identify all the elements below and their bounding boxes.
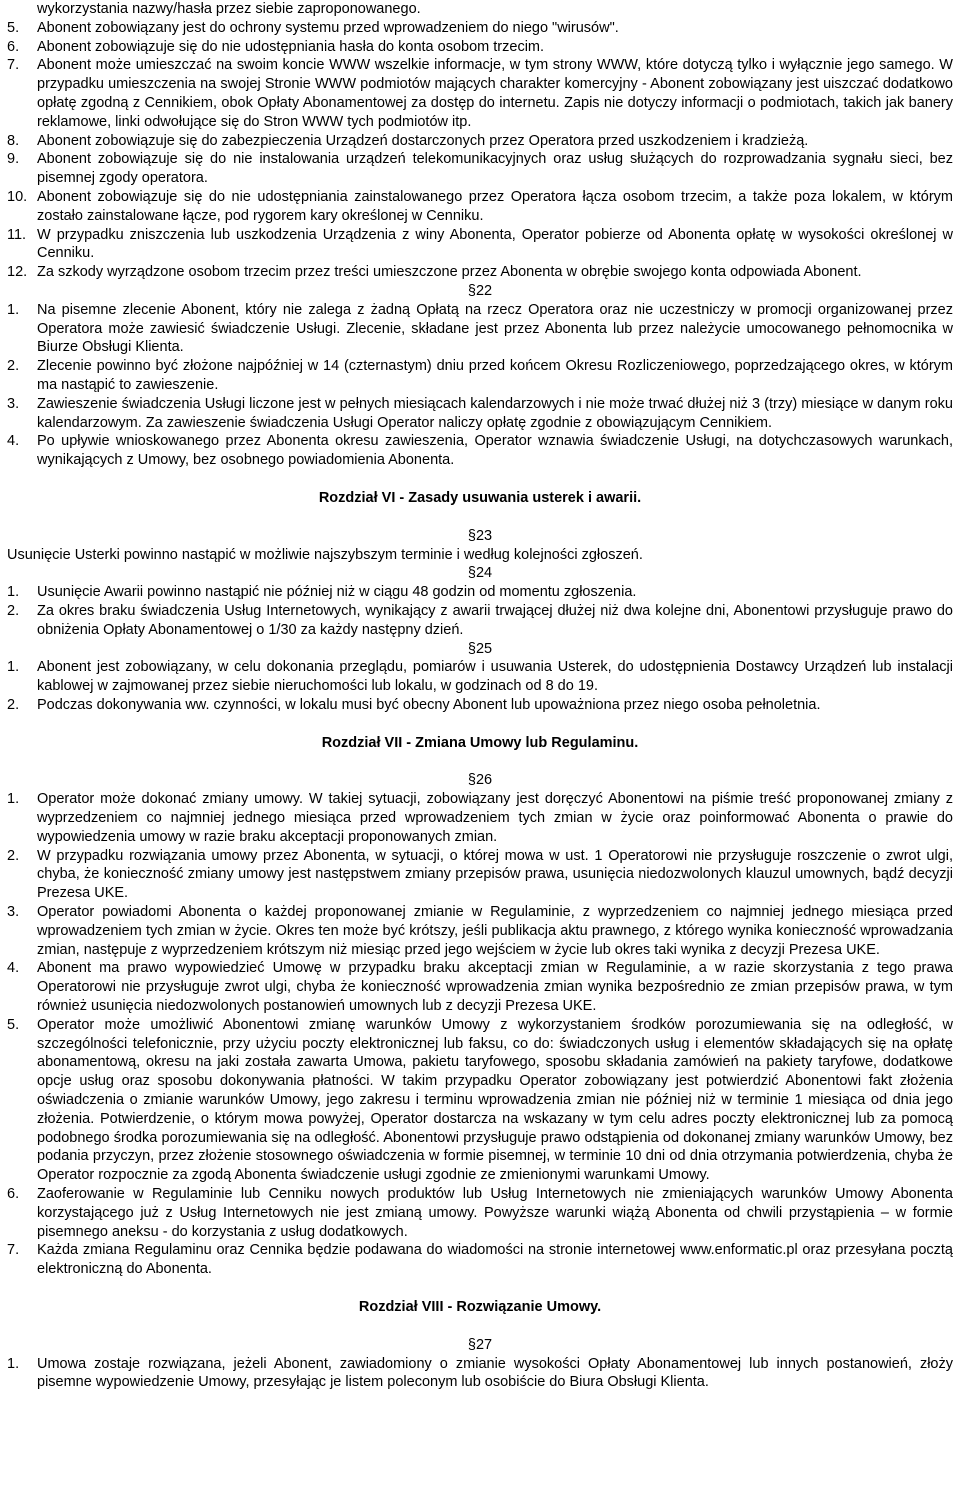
item-text: wykorzystania nazwy/hasła przez siebie zaproponowanego. — [37, 1, 421, 17]
list-item — [7, 602, 953, 640]
item-number: 2. — [7, 847, 20, 864]
item-text: Operator powiadomi Abonenta o każdej proponowanej zmianie w Regulaminie, z wyprzedzeniem co najmniej jednego miesiąca przed wprowadzeniem tych zmian w życie. Okres ten może być krótszy, jeśli publikacja aktu prawnego, z którego wynika konieczność wprowadzania zmian, następuje z wyprzedzeniem krótszym niż miesiąc przed jego wejściem w życie lub okres taki wynika z decyzji Prezesa UKE. — [37, 904, 953, 958]
spacer — [7, 715, 953, 734]
item-text: W przypadku zniszczenia lub uszkodzenia Urządzenia z winy Abonenta, Operator pobierze od Abonenta opłatę w wysokości określonej w Cenniku. — [37, 226, 953, 262]
item-number: 6. — [7, 1186, 20, 1203]
spacer — [7, 1279, 953, 1298]
top-list — [7, 0, 953, 282]
item-text: W przypadku rozwiązania umowy przez Abonenta, w sytuacji, o której mowa w ust. 1 Operatorowi nie przysługuje roszczenie o zwrot ulgi, chyba, że konieczność zmiany umowy jest następstwem zmiany przepisów prawa, usunięcia niedozwolonych klauzul umownych, bądź decyzji Prezesa UKE. — [37, 847, 953, 902]
list-item — [7, 263, 953, 282]
chapter-title: Rozdział VIII - Rozwiązanie Umowy. — [358, 1299, 602, 1315]
item-text: Umowa zostaje rozwiązana, jeżeli Abonent, zawiadomiony o zmianie wysokości Opłaty Abonamentowej lub innych postanowień, złoży pisemne wypowiedzenie Umowy, przesyłając je listem poleconym lub osobiście do Biura Obsługi Klienta. — [37, 1355, 953, 1391]
item-number: 1. — [7, 1355, 20, 1372]
list-item — [7, 1241, 953, 1279]
list-item — [7, 959, 953, 1015]
item-number — [7, 0, 37, 19]
item-text: Zlecenie powinno być złożone najpóźniej w 14 (czternastym) dniu przed końcem Okresu Rozliczeniowego, poprzedzającego okres, w którym ma nastąpić to zawieszenie. — [37, 358, 953, 393]
list-item — [7, 38, 953, 57]
paragraph-27-list — [7, 1355, 953, 1393]
item-text: Podczas dokonywania ww. czynności, w lokalu musi być obecny Abonent lub upoważniona przez niego osoba pełnoletnia. — [37, 696, 821, 713]
item-text: Zaoferowanie w Regulaminie lub Cenniku nowych produktów lub Usług Internetowych nie zmieniających warunków Umowy Abonenta korzystającego już z Usług Internetowych nie jest zmianą umowy. Powyższe warunki wiążą Abonenta od chwili przystąpienia – w formie pisemnego aneksu - do korzystania z usług dodatkowych. — [37, 1186, 953, 1240]
list-item — [7, 696, 953, 715]
item-number: 7. — [7, 57, 20, 74]
item-number: 5. — [7, 1016, 20, 1033]
item-text: Operator może dokonać zmiany umowy. W takiej sytuacji, zobowiązany jest doręczyć Abonentowi na piśmie treść proponowanej zmiany z wyprzedzeniem co najmniej jednego miesiąca przed wprowadzeniem tych zmian w życie oraz poinformować Abonenta o prawie do wypowiedzenia umowy w razie braku akceptacji proponowanych zmian. — [37, 791, 953, 845]
paragraph-number: §26 — [467, 772, 493, 789]
paragraph-26-list — [7, 790, 953, 1279]
item-text: Usunięcie Awarii powinno nastąpić nie później niż w ciągu 48 godzin od momentu zgłoszenia. — [37, 584, 637, 601]
spacer — [7, 470, 953, 489]
item-number: 12. — [7, 264, 28, 281]
list-item — [7, 56, 953, 131]
item-number: 2. — [7, 696, 20, 713]
paragraph-number-value: 22 — [475, 282, 493, 299]
spacer — [7, 752, 953, 771]
list-item — [7, 0, 953, 19]
list-item — [7, 790, 953, 846]
item-number: 3. — [7, 395, 20, 412]
item-text: Abonent zobowiązany jest do ochrony systemu przed wprowadzeniem do niego "wirusów". — [37, 19, 619, 36]
item-number: 9. — [7, 151, 20, 168]
item-number: 1. — [7, 659, 20, 676]
paragraph-number-value: 25 — [475, 640, 493, 657]
item-text: Abonent zobowiązuje się do zabezpieczenia Urządzeń dostarczonych przez Operatora przed uszkodzeniem i kradzieżą. — [37, 132, 809, 149]
item-text: Abonent zobowiązuje się do nie udostępniania zainstalowanego przez Operatora łącza osobom trzecim, a także poza lokalem, w którym zostało zainstalowane łącze, pod rygorem kary określonej w Cenniku. — [37, 188, 953, 224]
item-number: 4. — [7, 960, 20, 977]
spacer — [7, 508, 953, 527]
item-number: 7. — [7, 1242, 20, 1259]
list-item — [7, 150, 953, 188]
list-item — [7, 188, 953, 226]
list-item — [7, 658, 953, 696]
paragraph-number: §24 — [467, 565, 493, 582]
item-number: 1. — [7, 791, 20, 808]
paragraph-number: §22 — [467, 282, 493, 299]
paragraph-number-value: 26 — [475, 772, 493, 789]
list-item — [7, 395, 953, 433]
item-text: Każda zmiana Regulaminu oraz Cennika będzie podawana do wiadomości na stronie internetowej www.enformatic.pl oraz przesyłana pocztą elektroniczną do Abonenta. — [37, 1242, 953, 1278]
paragraph-number: §27 — [467, 1336, 493, 1353]
list-item — [7, 19, 953, 38]
item-number: 1. — [7, 301, 20, 318]
item-number: 8. — [7, 132, 20, 149]
item-number: 2. — [7, 602, 20, 619]
spacer — [7, 1317, 953, 1336]
paragraph-number-value: 23 — [475, 527, 493, 544]
item-text: Za szkody wyrządzone osobom trzecim przez treści umieszczone przez Abonenta w obrębie swojego konta odpowiada Abonent. — [37, 264, 862, 281]
paragraph-24-list — [7, 583, 953, 639]
list-item — [7, 1185, 953, 1241]
list-item — [7, 301, 953, 357]
item-text: Zawieszenie świadczenia Usługi liczone jest w pełnych miesiącach kalendarzowych i nie może trwać dłużej niż 3 (trzy) miesiące w danym roku kalendarzowym. Za zawieszenie świadczenia Usługi Operator naliczy opłatę zgodnie z obowiązującym Cennikiem. — [37, 395, 953, 431]
item-number: 5. — [7, 19, 20, 36]
list-item — [7, 1355, 953, 1393]
item-text: Operator może umożliwić Abonentowi zmianę warunków Umowy z wykorzystaniem środków porozumiewania się na odległość, w szczególności telefonicznie, przy użyciu poczty elektronicznej lub faksu, co do: świadczonych usług i elementów składających się na opłatę abonamentową, okresu na jaki została zawarta Umowa, pakietu taryfowego, sposobu składania zamówień na pakiety taryfowe, dodatkowe opcje usług oraz sposobu dokonywania płatności. W takim przypadku Operator zobowiązany jest potwierdzić Abonentowi fakt złożenia oświadczenia o zmianie warunków Umowy, jego zakresu i terminu wprowadzenia zmian nie później niż w terminie 1 miesiąca od dnia jego złożenia. Potwierdzenie, o którym mowa powyżej, Operator dostarcza na wskazany w tym celu adres poczty elektronicznej lub za pomocą podobnego środka porozumiewania się na odległość. Abonentowi przysługuje prawo odstąpienia od dokonanej zmiany warunków Umowy, bez podania przyczyn, przez złożenie stosownego oświadczenia w formie pisemnej, w terminie 10 dni od dnia otrzymania potwierdzenia, chyba że Operator rozpocznie za zgodą Abonenta świadczenie usługi zgodnie ze zmienionymi warunkami Umowy. — [37, 1016, 953, 1184]
item-text: Abonent ma prawo wypowiedzieć Umowę w przypadku braku akceptacji zmian w Regulaminie, a w razie skorzystania z tego prawa Operatorowi nie przysługuje zwrot ulgi, chyba że konieczność wprowadzenia zmian wynika bezpośrednio ze zmian przepisów prawa, w tym również usunięcia niedozwolonych postanowień umownych lub z decyzji Prezesa UKE. — [37, 960, 953, 1015]
paragraph-22-list — [7, 301, 953, 470]
chapter-title: Rozdział VII - Zmiana Umowy lub Regulaminu. — [321, 734, 639, 751]
item-text: Abonent jest zobowiązany, w celu dokonania przeglądu, pomiarów i usuwania Usterek, do udostępnienia Dostawcy Urządzeń lub instalacji kablowej w zajmowanej przez siebie nieruchomości lub lokalu, w godzinach od 8 do 19. — [37, 659, 953, 695]
list-item — [7, 1016, 953, 1185]
paragraph-text: Usunięcie Usterki powinno nastąpić w możliwie najszybszym terminie i według kolejności zgłoszeń. — [7, 546, 643, 563]
paragraph-number-value: 27 — [475, 1336, 493, 1353]
item-number: 11. — [7, 226, 27, 243]
list-item — [7, 583, 953, 602]
list-item — [7, 847, 953, 903]
paragraph-25-list — [7, 658, 953, 714]
item-number: 2. — [7, 358, 20, 375]
item-number: 4. — [7, 433, 20, 450]
list-item — [7, 903, 953, 959]
item-number: 10. — [7, 188, 28, 205]
list-item — [7, 357, 953, 395]
list-item — [7, 226, 953, 264]
paragraph-number: §25 — [467, 640, 493, 657]
item-number: 1. — [7, 584, 20, 601]
item-number: 3. — [7, 904, 20, 921]
item-text: Po upływie wnioskowanego przez Abonenta okresu zawieszenia, Operator wznawia świadczenie Usługi, na dotychczasowych warunkach, wynikających z Umowy, bez osobnego powiadomienia Abonenta. — [37, 433, 953, 469]
item-text: Na pisemne zlecenie Abonent, który nie zalega z żadną Opłatą na rzecz Operatora oraz nie uczestniczy w promocji organizowanej przez Operatora może zawiesić świadczenie Usługi. Zlecenie, składane jest przez Abonenta lub przez należycie umocowanego pełnomocnika w Biurze Obsługi Klienta. — [37, 301, 953, 356]
chapter-title: Rozdział VI - Zasady usuwania usterek i awarii. — [318, 489, 642, 506]
item-text: Abonent zobowiązuje się do nie udostępniania hasła do konta osobom trzecim. — [37, 38, 545, 55]
item-text: Abonent może umieszczać na swoim koncie WWW wszelkie informacje, w tym strony WWW, które dotyczą tylko i wyłącznie jego samego. W przypadku umieszczenia na swojej Stronie WWW podmiotów mających charakter komercyjny - Abonent zobowiązany jest uiszczać dodatkowo opłatę zgodną z Cennikiem, obok Opłaty Abonamentowej za dostęp do internetu. Zapis nie dotyczy informacji o podmiotach, takich jak banery reklamowe, linki odwołujące się do Stron WWW tych podmiotów itp. — [37, 57, 953, 130]
paragraph-number: §23 — [467, 527, 493, 544]
item-text: Abonent zobowiązuje się do nie instalowania urządzeń telekomunikacyjnych oraz usług służących do rozprowadzania sygnału sieci, bez pisemnej zgody operatora. — [37, 151, 953, 187]
paragraph-number-value: 24 — [475, 565, 493, 582]
item-number: 6. — [7, 38, 20, 55]
list-item — [7, 132, 953, 151]
item-text: Za okres braku świadczenia Usług Internetowych, wynikający z awarii trwającej dłużej niż dwa kolejne dni, Abonentowi przysługuje prawo do obniżenia Opłaty Abonamentowej o 1/30 za każdy następny dzień. — [37, 602, 953, 638]
list-item — [7, 432, 953, 470]
